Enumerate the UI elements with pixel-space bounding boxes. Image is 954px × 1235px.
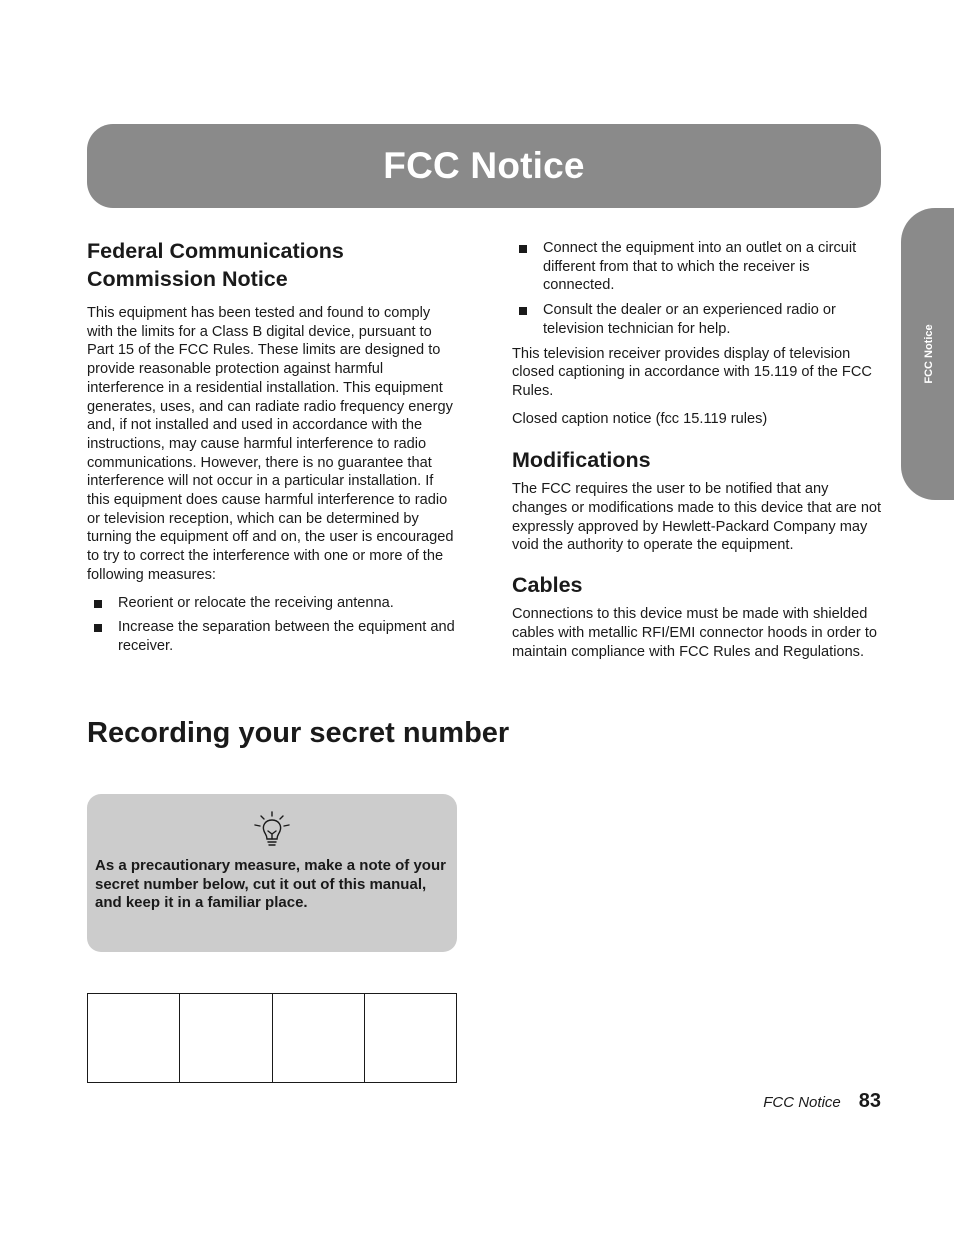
digit-box[interactable] <box>365 994 456 1082</box>
left-column <box>87 237 455 662</box>
fcc-compliance-paragraph: This equipment has been tested and found to comply with the limits for a Class B digital device, pursuant to Part 15 of the FCC Rules. These limits are designed to provide reasonable protection against harmful interference in a residential installation. This equipment generates, uses, and can radiate radio frequency energy and, if not installed and used in accordance with the instructions, may cause harmful interference to radio communications. However, there is no guarantee that interference will not occur in a particular installation. If this equipment does cause harmful interference to radio or television reception, which can be determined by turning the equipment off and on, the user is encouraged to try to correct the interference with one or more of the following measures: <box>87 305 454 583</box>
side-tab <box>901 208 954 500</box>
caption-notice: Closed caption notice (fcc 15.119 rules) <box>512 410 768 427</box>
lightbulb-icon <box>252 810 292 850</box>
side-tab-label: FCC Notice <box>923 324 935 384</box>
measures-list <box>87 594 455 656</box>
square-bullet-icon <box>519 245 527 253</box>
modifications-paragraph: The FCC requires the user to be notified that any changes or modifications made to this device that are not expressly approved by Hewlett-Packard Company may void the authority to operate the equipment. <box>512 481 882 554</box>
cables-heading: Cables <box>512 573 583 598</box>
list-item <box>512 301 882 338</box>
list-item <box>87 618 455 655</box>
modifications-heading: Modifications <box>512 448 651 473</box>
footer-section-name: FCC Notice <box>763 1094 841 1111</box>
secret-number-grid <box>87 993 457 1083</box>
list-item <box>87 594 455 613</box>
page-footer <box>763 1090 881 1113</box>
digit-box[interactable] <box>88 994 180 1082</box>
fcc-commission-heading: Federal Communications Commission Notice <box>87 239 344 291</box>
measures-list-continued <box>512 239 882 339</box>
square-bullet-icon <box>94 624 102 632</box>
list-item-text: Consult the dealer or an experienced radio or television technician for help. <box>543 302 836 337</box>
captioning-paragraph: This television receiver provides display of television closed captioning in accordance with 15.119 of the FCC Rules. <box>512 345 872 399</box>
square-bullet-icon <box>519 307 527 315</box>
digit-box[interactable] <box>180 994 272 1082</box>
secret-number-heading: Recording your secret number <box>87 717 510 749</box>
page-number: 83 <box>858 1090 881 1112</box>
right-column <box>512 239 882 661</box>
cables-paragraph: Connections to this device must be made with shielded cables with metallic RFI/EMI connector hoods in order to maintain compliance with FCC Rules and Regulations. <box>512 606 878 660</box>
list-item-text: Increase the separation between the equipment and receiver. <box>118 619 455 654</box>
square-bullet-icon <box>94 600 102 608</box>
list-item <box>512 239 882 295</box>
list-item-text: Connect the equipment into an outlet on a circuit different from that to which the receiver is connected. <box>543 240 857 294</box>
digit-box[interactable] <box>273 994 365 1082</box>
page-title: FCC Notice <box>383 145 585 186</box>
title-banner <box>87 124 881 208</box>
list-item-text: Reorient or relocate the receiving antenna. <box>118 594 394 611</box>
tip-box <box>87 794 457 952</box>
tip-text: As a precautionary measure, make a note of your secret number below, cut it out of this manual, and keep it in a familiar place. <box>95 857 446 911</box>
